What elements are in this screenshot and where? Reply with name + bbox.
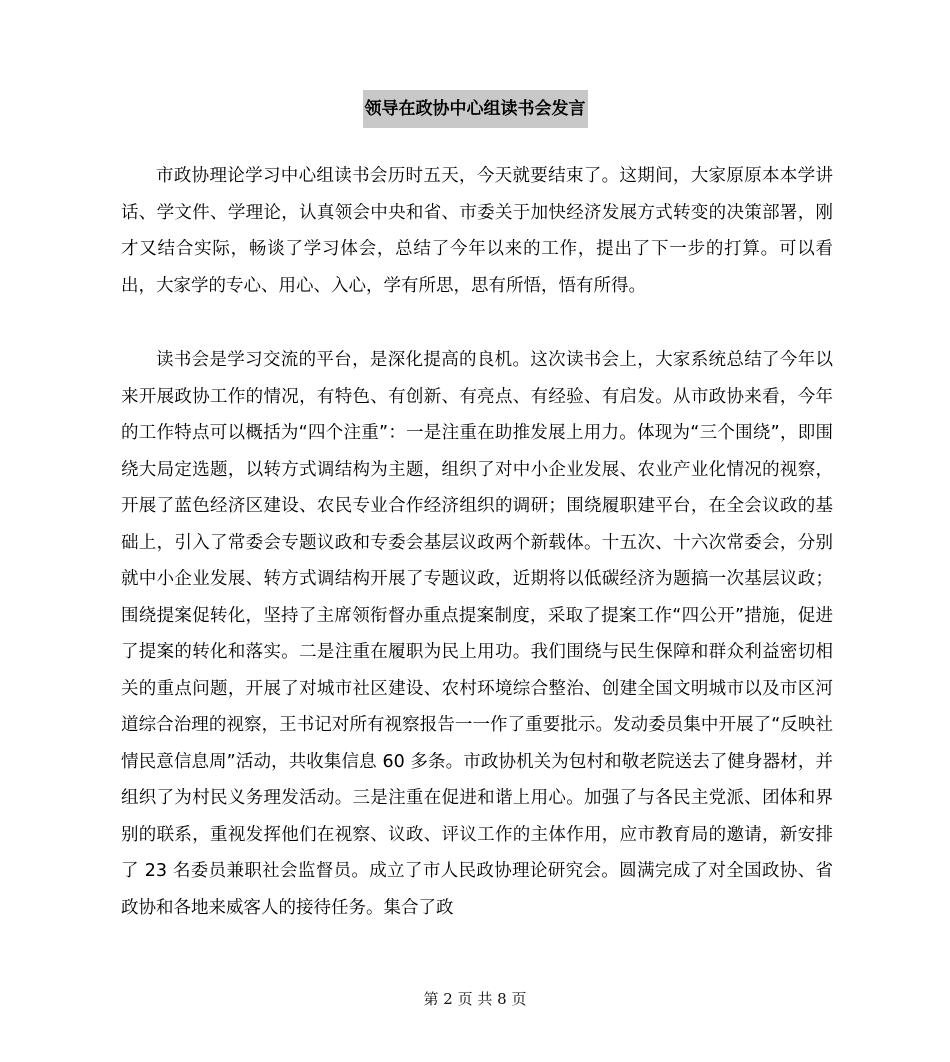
body-paragraph-1-container (121, 158, 833, 304)
body-paragraph: 读书会是学习交流的平台，是深化提高的良机。这次读书会上，大家系统总结了今年以来开展政协工作的情况，有特色、有创新、有亮点、有经验、有启发。从市政协来看，今年的工作特点可以概括为“四个注重”：一是注重在助推发展上用力。体现为“三个围绕”，即围绕大局定选题，以转方式调结构为主题，组织了对中小企业发展、农业产业化情况的视察，开展了蓝色经济区建设、农民专业合作经济组织的调研；围绕履职建平台，在全会议政的基础上，引入了常委会专题议政和专委会基层议政两个新载体。十五次、十六次常委会，分别就中小企业发展、转方式调结构开展了专题议政，近期将以低碳经济为题搞一次基层议政；围绕提案促转化，坚持了主席领衔督办重点提案制度，采取了提案工作“四公开”措施，促进了提案的转化和落实。二是注重在履职为民上用功。我们围绕与民生保障和群众利益密切相关的重点问题，开展了对城市社区建设、农村环境综合整治、创建全国文明城市以及市区河道综合治理的视察，王书记对所有视察报告一一作了重要批示。发动委员集中开展了“反映社情民意信息周”活动，共收集信息 60 多条。市政协机关为包村和敬老院送去了健身器材，并组织了为村民义务理发活动。三是注重在促进和谐上用心。加强了与各民主党派、团体和界别的联系，重视发挥他们在视察、议政、评议工作的主体作用，应市教育局的邀请，新安排了 23 名委员兼职社会监督员。成立了市人民政协理论研究会。圆满完成了对全国政协、省政协和各地来威客人的接待任务。集合了政 (121, 350, 833, 918)
body-paragraph-2-container (121, 342, 833, 926)
document-title: 领导在政协中心组读书会发言 (363, 90, 588, 128)
title-container (0, 90, 950, 128)
body-paragraph: 市政协理论学习中心组读书会历时五天，今天就要结束了。这期间，大家原原本本学讲话、学文件、学理论，认真领会中央和省、市委关于加快经济发展方式转变的决策部署，刚才又结合实际，畅谈了学习体会，总结了今年以来的工作，提出了下一步的打算。可以看出，大家学的专心、用心、入心，学有所思，思有所悟，悟有所得。 (121, 166, 833, 296)
page-number-footer: 第 2 页 共 8 页 (423, 990, 527, 1008)
